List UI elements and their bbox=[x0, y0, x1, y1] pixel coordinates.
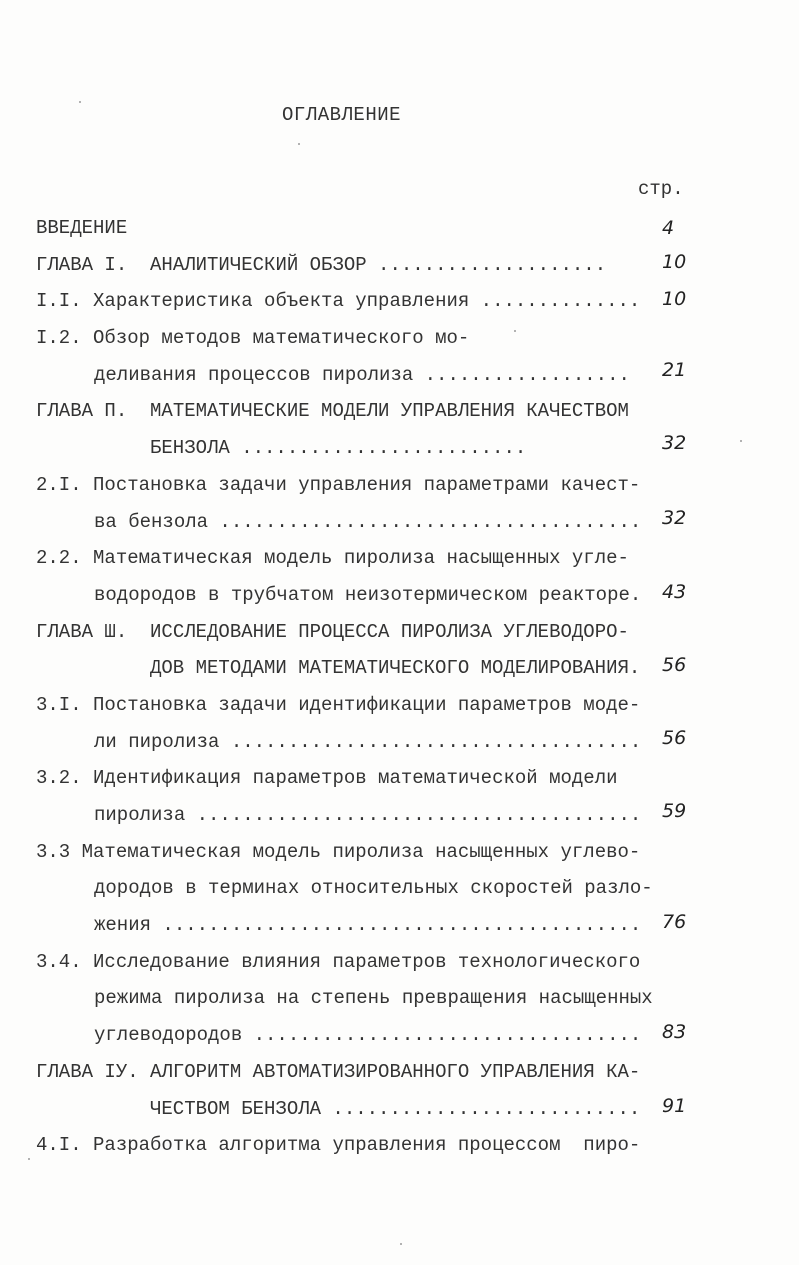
toc-entry-text: деливания процессов пиролиза .................. bbox=[94, 364, 630, 386]
toc-entry-text: жения .......................................... bbox=[94, 914, 642, 936]
toc-entry-page: 56 bbox=[662, 727, 687, 749]
scan-speck bbox=[79, 101, 81, 103]
toc-entry-page: 56 bbox=[662, 654, 687, 676]
scan-speck bbox=[514, 330, 516, 332]
toc-entry-text: 3.4. Исследование влияния параметров технологического bbox=[36, 951, 641, 973]
toc-entry-page: 10 bbox=[662, 251, 687, 273]
toc-entry-text: ли пиролиза .................................... bbox=[94, 731, 642, 753]
toc-entry-text: I.I. Характеристика объекта управления .............. bbox=[36, 290, 641, 312]
toc-entry-page: 43 bbox=[662, 581, 687, 603]
toc-entry-page: 21 bbox=[662, 359, 687, 381]
scan-speck bbox=[298, 143, 300, 145]
toc-entry-page: 32 bbox=[662, 507, 687, 529]
toc-entry-text: ГЛАВА П. МАТЕМАТИЧЕСКИЕ МОДЕЛИ УПРАВЛЕНИЯ КАЧЕСТВОМ bbox=[36, 400, 629, 422]
toc-entry-text: 3.3 Математическая модель пиролиза насыщенных углево- bbox=[36, 841, 641, 863]
toc-entry-text: пиролиза ....................................... bbox=[94, 804, 642, 826]
toc-entry-text: углеводородов .................................. bbox=[94, 1024, 642, 1046]
toc-entry-page: 91 bbox=[662, 1095, 687, 1117]
toc-entry-text: ДОВ МЕТОДАМИ МАТЕМАТИЧЕСКОГО МОДЕЛИРОВАНИЯ. bbox=[150, 657, 641, 679]
scan-speck bbox=[400, 1243, 402, 1245]
toc-entry-text: ГЛАВА Ш. ИССЛЕДОВАНИЕ ПРОЦЕССА ПИРОЛИЗА УГЛЕВОДОРО- bbox=[36, 621, 629, 643]
page-column-label: стр. bbox=[638, 178, 684, 200]
scan-speck bbox=[28, 1158, 30, 1160]
toc-entry-text: дородов в терминах относительных скоростей разло- bbox=[94, 877, 653, 899]
toc-entry-page: 10 bbox=[662, 288, 687, 310]
scan-speck bbox=[740, 440, 742, 442]
page-title: ОГЛАВЛЕНИЕ bbox=[282, 104, 402, 126]
toc-entry-page: 32 bbox=[662, 432, 687, 454]
toc-entry-text: водородов в трубчатом неизотермическом реакторе. bbox=[94, 584, 642, 606]
toc-entry-text: 2.I. Постановка задачи управления параметрами качест- bbox=[36, 474, 641, 496]
toc-entry-text: I.2. Обзор методов математического мо- bbox=[36, 327, 470, 349]
toc-entry-text: режима пиролиза на степень превращения насыщенных bbox=[94, 987, 653, 1009]
toc-entry-text: БЕНЗОЛА ......................... bbox=[150, 437, 527, 459]
toc-entry-page: 59 bbox=[662, 800, 687, 822]
toc-entry-page: 76 bbox=[662, 911, 687, 933]
toc-entry-text: ВВЕДЕНИЕ bbox=[36, 217, 128, 239]
toc-entry-text: ГЛАВА I. АНАЛИТИЧЕСКИЙ ОБЗОР .................... bbox=[36, 254, 607, 276]
toc-entry-text: 2.2. Математическая модель пиролиза насыщенных угле- bbox=[36, 547, 629, 569]
toc-entry-text: 3.I. Постановка задачи идентификации параметров моде- bbox=[36, 694, 641, 716]
toc-entry-text: 4.I. Разработка алгоритма управления процессом пиро- bbox=[36, 1134, 641, 1156]
toc-entry-page: 4 bbox=[662, 217, 675, 239]
toc-entry-text: 3.2. Идентификация параметров математической модели bbox=[36, 767, 618, 789]
toc-entry-text: ГЛАВА IУ. АЛГОРИТМ АВТОМАТИЗИРОВАННОГО УПРАВЛЕНИЯ КА- bbox=[36, 1061, 641, 1083]
toc-entry-text: ЧЕСТВОМ БЕНЗОЛА ........................... bbox=[150, 1098, 641, 1120]
toc-entry-page: 83 bbox=[662, 1021, 687, 1043]
toc-entry-text: ва бензола ..................................... bbox=[94, 511, 642, 533]
